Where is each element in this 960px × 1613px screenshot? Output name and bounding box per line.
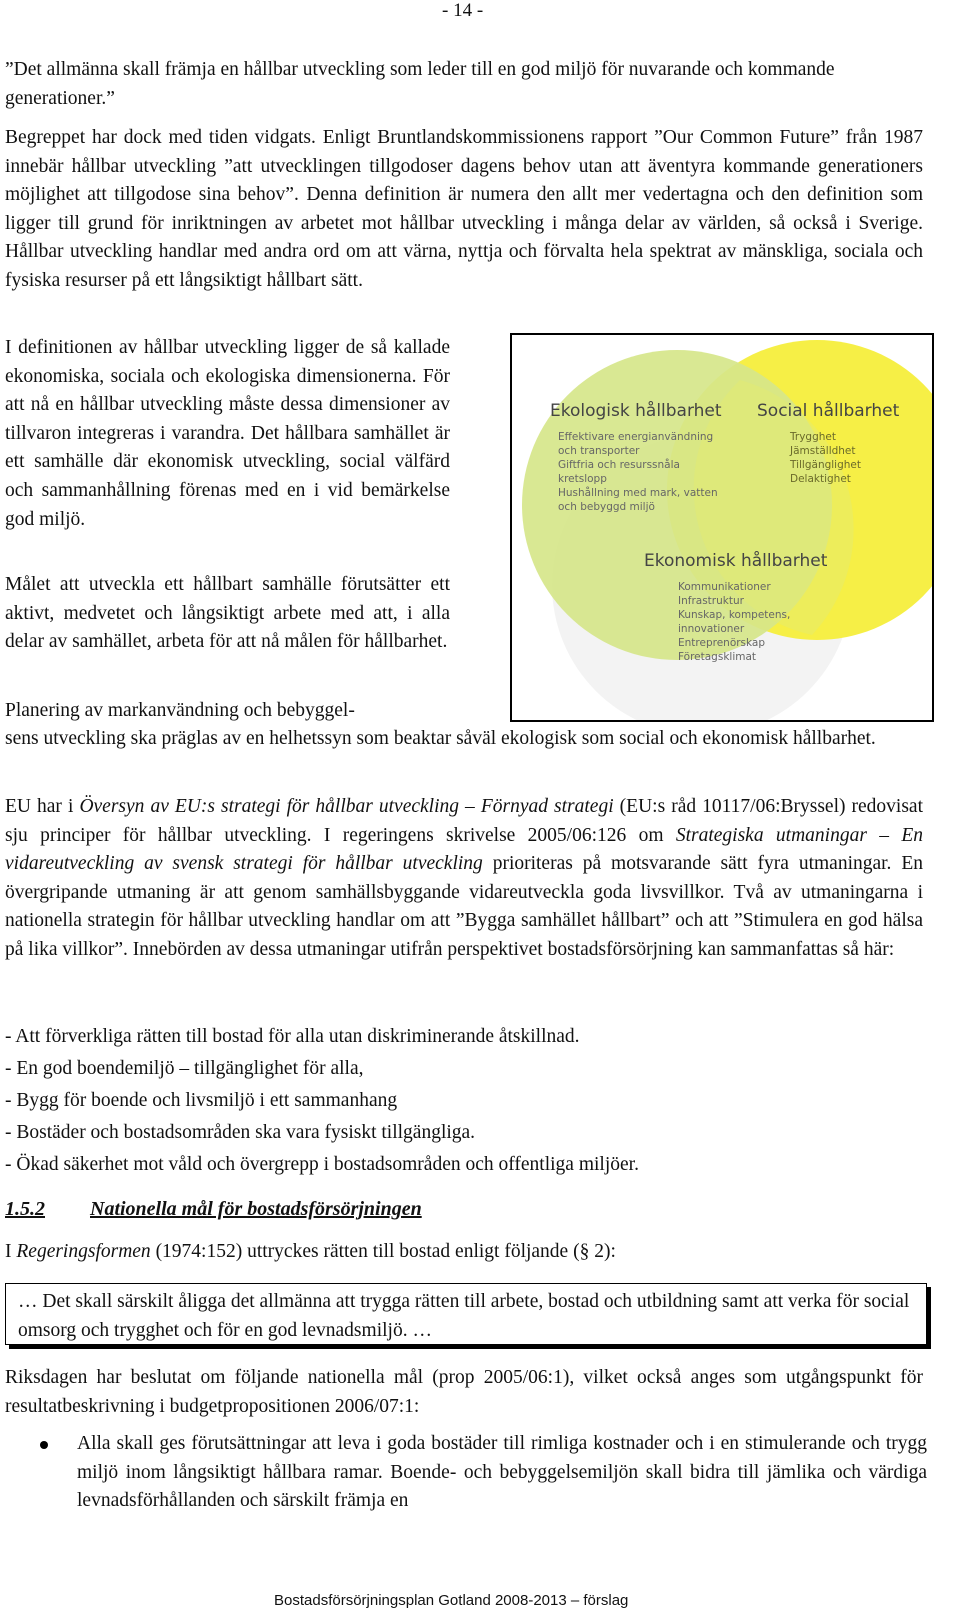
paragraph-regeringsformen <box>5 1238 923 1267</box>
paragraph-planning-start: Planering av markanvändning och bebyggel- <box>5 700 355 721</box>
dash-list-item: - Bygg för boende och livsmiljö i ett sammanhang <box>5 1090 398 1111</box>
rf-text-c: (1974:152) uttryckes rätten till bostad enligt följande (§ 2): <box>150 1241 616 1262</box>
gov-doc-title: Strategiska utmaningar – En vidareutveckling av svensk strategi för hållbar utveckling <box>5 824 923 875</box>
eu-text-c: (EU:s råd 10117/06:Bryssel) redovisat sju principer för hållbar utveckling. I regeringens skrivelse 2005/06:126 om <box>5 796 924 846</box>
dash-list-item: - Att förverkliga rätten till bostad för alla utan diskriminerande åtskillnad. <box>5 1026 580 1047</box>
economic-item: Företagsklimat <box>678 651 757 663</box>
social-items <box>790 430 861 486</box>
page-footer: Bostadsförsörjningsplan Gotland 2008-2013 – förslag <box>274 1592 629 1609</box>
section-number: 1.5.2 <box>5 1198 45 1220</box>
page-number: - 14 - <box>442 0 484 21</box>
rf-law-title: Regeringsformen <box>16 1241 151 1262</box>
paragraph-riksdag: Riksdagen har beslutat om följande nationella mål (prop 2005/06:1), vilket också anges som utgångspunkt för resultatbeskrivning i budgetpropositionen 2006/07:1: <box>5 1367 923 1417</box>
economic-item: Kunskap, kompetens, <box>678 609 791 621</box>
eu-doc-title: Översyn av EU:s strategi för hållbar utveckling – Förnyad strategi <box>79 796 614 817</box>
paragraph-quote-law: ”Det allmänna skall främja en hållbar utveckling som leder till en god miljö för nuvarande och kommande generationer.” <box>5 59 835 109</box>
economic-item: Infrastruktur <box>678 595 744 607</box>
sustainability-venn-figure <box>510 333 934 722</box>
social-item: Tillgänglighet <box>790 459 861 471</box>
bullet-icon <box>40 1441 48 1449</box>
economic-item: Kommunikationer <box>678 581 771 593</box>
bullet-item: Alla skall ges förutsättningar att leva i goda bostäder till rimliga kostnader och i en stimulerande och trygg miljö inom långsiktigt hållbara ramar. Boende- och bebyggelsemiljön skall bidra till jämlika och värdiga levnadsförhållanden och särskilt främja en <box>77 1433 927 1512</box>
ecological-item: Effektivare energianvändning <box>558 431 714 443</box>
dash-list-item: - Bostäder och bostadsområden ska vara fysiskt tillgängliga. <box>5 1122 476 1143</box>
ecological-item: kretslopp <box>558 473 607 485</box>
ecological-items <box>558 430 718 514</box>
dash-list-item: - Ökad säkerhet mot våld och övergrepp i bostadsområden och offentliga miljöer. <box>5 1154 639 1175</box>
social-item: Delaktighet <box>790 473 851 485</box>
social-title: Social hållbarhet <box>757 401 900 421</box>
dash-list-item: - En god boendemiljö – tillgänglighet för alla, <box>5 1058 364 1079</box>
ecological-item: Giftfria och resurssnåla <box>558 459 680 471</box>
quote-box <box>5 1283 927 1345</box>
ecological-title: Ekologisk hållbarhet <box>550 401 722 421</box>
quote-text: … Det skall särskilt åligga det allmänna att trygga rätten till arbete, bostad och utbildning samt att verka för social omsorg och trygghet och för en god levnadsmiljö. … <box>18 1291 910 1341</box>
ecological-item: och bebyggd miljö <box>558 501 655 513</box>
social-item: Trygghet <box>790 431 836 443</box>
paragraph-planning-rest: sens utveckling ska präglas av en helhetssyn som beaktar såväl ekologisk som social och ekonomisk hållbarhet. <box>5 728 876 749</box>
economic-items <box>678 580 790 664</box>
economic-title: Ekonomisk hållbarhet <box>644 551 828 571</box>
eu-text-e: prioriteras på motsvarande sätt fyra utmaningar. En övergripande utmaning är att genom samhällsbyggande vidareutveckla goda livsvillkor. Två av utmaningarna i nationella strategin för hållbar utveckling handlar om att ”Bygga samhället hållbart” och att ”Stimulera en god hälsa på lika villkor”. Innebörden av dessa utmaningar utifrån perspektivet bostadsförsörjning kan sammanfattas så här: <box>5 853 923 960</box>
rf-text-a: I <box>5 1241 17 1262</box>
ecological-item: och transporter <box>558 445 640 457</box>
eu-text-a: EU har i <box>5 796 80 817</box>
economic-item: innovationer <box>678 623 745 635</box>
ecological-item: Hushållning med mark, vatten <box>558 487 718 499</box>
social-item: Jämställdhet <box>790 445 856 457</box>
section-title: Nationella mål för bostadsförsörjningen <box>90 1198 422 1220</box>
paragraph-dimensions: I definitionen av hållbar utveckling ligger de så kallade ekonomiska, sociala och ekologiska dimensionerna. För att nå en hållbar utveckling måste dessa dimensioner av tillvaron integreras i varandra. Det hållbara samhället är ett samhälle där ekonomisk utveckling, social välfärd och sammanhållning förenas med en i vid bemärkelse god miljö. <box>5 337 450 530</box>
paragraph-goal: Målet att utveckla ett hållbart samhälle förutsätter ett aktivt, medvetet och långsiktigt arbete med att, i alla delar av samhället, arbeta för att nå målen för hållbarhet. <box>5 574 450 653</box>
economic-item: Entreprenörskap <box>678 637 766 649</box>
paragraph-eu-strategy <box>5 793 923 965</box>
paragraph-brundtland: Begreppet har dock med tiden vidgats. Enligt Bruntlandskommissionens rapport ”Our Common Future” från 1987 innebär hållbar utveckling ”att utvecklingen tillgodoser dagens behov utan att äventyra kommande generationers möjlighet att tillgodose sina behov”. Denna definition är numera den allt mer vedertagna och den definition som ligger till grund för inriktningen av arbetet mot hållbar utveckling i många delar av världen, så också i Sverige. Hållbar utveckling handlar med andra ord om att värna, nyttja och förvalta hela spektrat av mänskliga, sociala och fysiska resurser på ett långsiktigt hållbart sätt. <box>5 127 923 291</box>
